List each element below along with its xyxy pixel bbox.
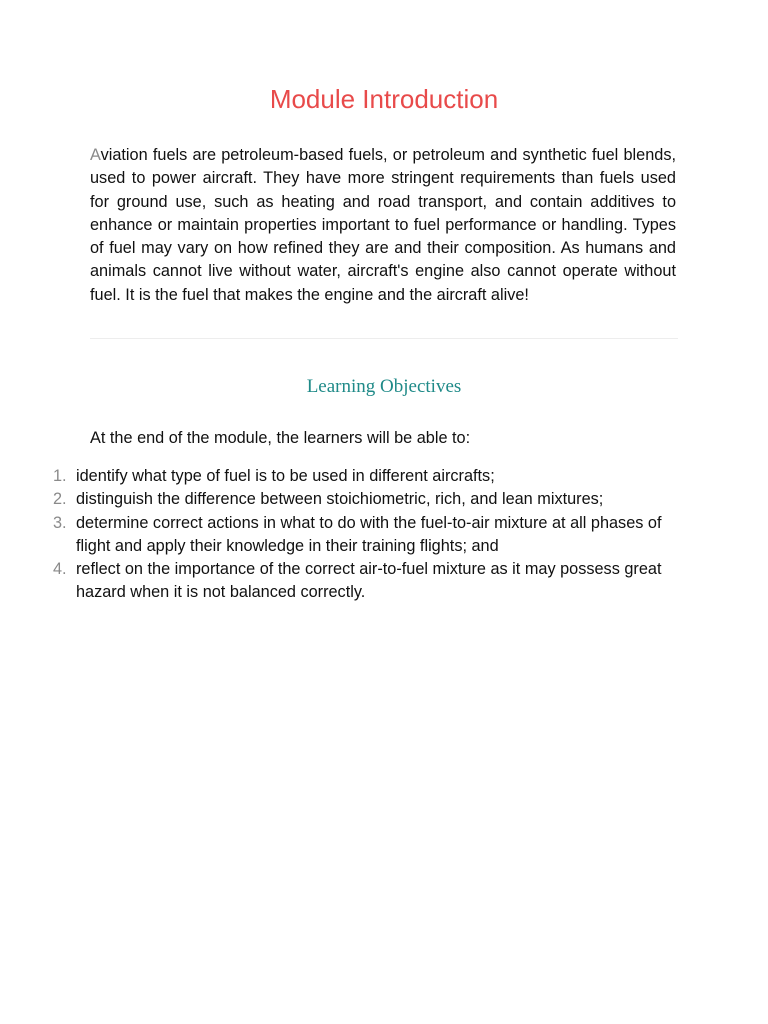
section-divider xyxy=(90,338,678,339)
objective-text: determine correct actions in what to do with the fuel-to-air mixture at all phases of flight and apply their knowledge in their training flights; and xyxy=(76,513,662,555)
objective-item xyxy=(50,512,690,559)
objective-item xyxy=(50,558,690,605)
objective-number: 1. xyxy=(53,467,67,485)
intro-body: viation fuels are petroleum-based fuels, or petroleum and synthetic fuel blends, used to power aircraft. They have more stringent requirements than fuels used for ground use, such as heating and road transport, and contain additives to enhance or maintain properties important to fuel performance or handling. Types of fuel may vary on how refined they are and their composition. As humans and animals cannot live without water, aircraft's engine also cannot operate without fuel. It is the fuel that makes the engine and the aircraft alive! xyxy=(90,146,676,304)
objective-number: 3. xyxy=(53,513,67,532)
objectives-lead: At the end of the module, the learners will be able to: xyxy=(90,429,471,447)
objective-item xyxy=(50,465,690,488)
page-title: Module Introduction xyxy=(269,84,499,114)
intro-dropcap: A xyxy=(90,146,101,164)
objective-number: 4. xyxy=(53,560,67,579)
objectives-heading: Learning Objectives xyxy=(306,376,462,397)
objective-number: 2. xyxy=(53,490,67,509)
objective-text: distinguish the difference between stoichiometric, rich, and lean mixtures; xyxy=(76,490,604,509)
objectives-list xyxy=(50,465,690,605)
intro-paragraph xyxy=(90,144,676,307)
objective-item xyxy=(50,488,690,511)
objective-text: reflect on the importance of the correct air-to-fuel mixture as it may possess great hazard when it is not balanced correctly. xyxy=(76,560,662,602)
objective-text: identify what type of fuel is to be used in different aircrafts; xyxy=(76,467,495,485)
